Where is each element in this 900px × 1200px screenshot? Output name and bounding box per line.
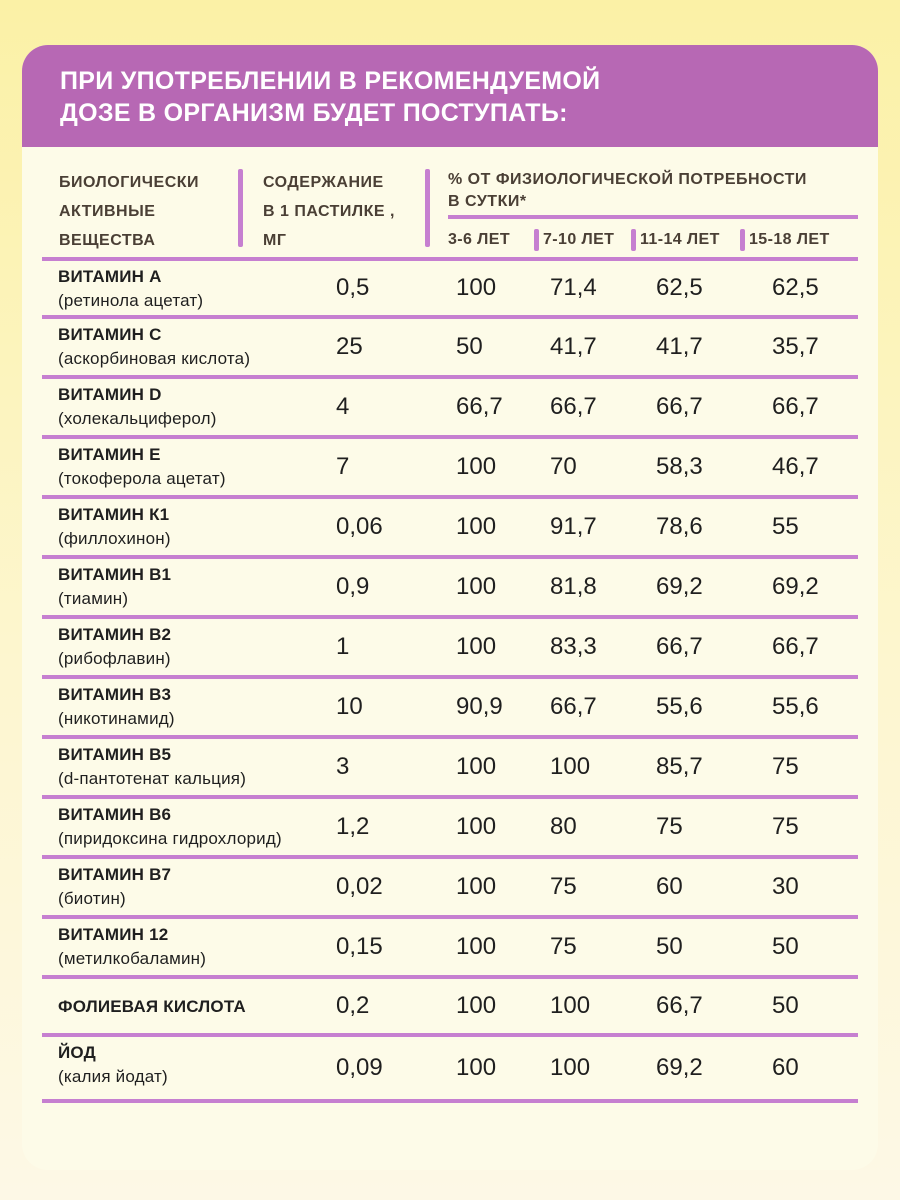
substance-title: ЙОД bbox=[58, 1043, 96, 1062]
content-value: 0,02 bbox=[336, 873, 383, 900]
substance-title: ВИТАМИН К1 bbox=[58, 505, 170, 524]
percent-value: 100 bbox=[550, 992, 591, 1019]
content-value: 7 bbox=[336, 453, 350, 480]
percent-value: 100 bbox=[456, 453, 497, 480]
percent-value: 83,3 bbox=[550, 633, 597, 660]
substance-title: ВИТАМИН А bbox=[58, 267, 162, 286]
substance-subtitle: (филлохинон) bbox=[58, 529, 171, 548]
table-row bbox=[42, 679, 858, 739]
substance-title: ВИТАМИН 12 bbox=[58, 925, 169, 944]
substance-title: ВИТАМИН В6 bbox=[58, 805, 172, 824]
substance-subtitle: (токоферола ацетат) bbox=[58, 469, 226, 488]
percent-value: 62,5 bbox=[772, 274, 819, 301]
substance-title: ФОЛИЕВАЯ КИСЛОТА bbox=[58, 997, 246, 1016]
percent-value: 75 bbox=[656, 813, 683, 840]
substance-subtitle: (калия йодат) bbox=[58, 1067, 168, 1086]
percent-value: 100 bbox=[456, 1054, 497, 1081]
percent-value: 41,7 bbox=[550, 333, 597, 360]
substance-title: ВИТАМИН Е bbox=[58, 445, 161, 464]
substance-name bbox=[58, 323, 250, 371]
percent-value: 41,7 bbox=[656, 333, 703, 360]
percent-value: 100 bbox=[456, 274, 497, 301]
percent-value: 75 bbox=[550, 933, 577, 960]
percent-value: 100 bbox=[456, 573, 497, 600]
percent-value: 100 bbox=[456, 933, 497, 960]
header-content: СОДЕРЖАНИЕ В 1 ПАСТИЛКЕ , МГ bbox=[263, 174, 395, 249]
table-row bbox=[42, 319, 858, 379]
header-percent-underline bbox=[448, 215, 858, 219]
substance-subtitle: (пиридоксина гидрохлорид) bbox=[58, 829, 282, 848]
content-value: 1 bbox=[336, 633, 350, 660]
table-row bbox=[42, 619, 858, 679]
percent-value: 66,7 bbox=[656, 393, 703, 420]
table-row bbox=[42, 1037, 858, 1103]
percent-value: 60 bbox=[772, 1054, 799, 1081]
substance-subtitle: (метилкобаламин) bbox=[58, 949, 207, 968]
substance-subtitle: (ретинола ацетат) bbox=[58, 291, 204, 310]
substance-title: ВИТАМИН В5 bbox=[58, 745, 172, 764]
table-row bbox=[42, 559, 858, 619]
percent-value: 66,7 bbox=[550, 693, 597, 720]
percent-value: 100 bbox=[456, 813, 497, 840]
percent-value: 91,7 bbox=[550, 513, 597, 540]
content-value: 10 bbox=[336, 693, 363, 720]
content-value: 4 bbox=[336, 393, 350, 420]
percent-value: 35,7 bbox=[772, 333, 819, 360]
percent-value: 69,2 bbox=[772, 573, 819, 600]
percent-value: 50 bbox=[772, 933, 799, 960]
percent-value: 100 bbox=[456, 633, 497, 660]
percent-value: 30 bbox=[772, 873, 799, 900]
content-value: 3 bbox=[336, 753, 350, 780]
substance-name bbox=[58, 265, 203, 313]
percent-value: 62,5 bbox=[656, 274, 703, 301]
content-value: 0,15 bbox=[336, 933, 383, 960]
table-row bbox=[42, 919, 858, 979]
page-title: ПРИ УПОТРЕБЛЕНИИ В РЕКОМЕНДУЕМОЙ ДОЗЕ В ОРГАНИЗМ БУДЕТ ПОСТУПАТЬ: bbox=[60, 67, 601, 127]
substance-subtitle: (холекальциферол) bbox=[58, 409, 217, 428]
substance-subtitle: (аскорбиновая кислота) bbox=[58, 349, 251, 368]
age-divider bbox=[740, 229, 745, 251]
percent-value: 66,7 bbox=[656, 633, 703, 660]
row-divider bbox=[42, 1099, 858, 1103]
table-row bbox=[42, 439, 858, 499]
percent-value: 85,7 bbox=[656, 753, 703, 780]
percent-value: 71,4 bbox=[550, 274, 597, 301]
percent-value: 90,9 bbox=[456, 693, 503, 720]
content-value: 1,2 bbox=[336, 813, 370, 840]
percent-value: 69,2 bbox=[656, 573, 703, 600]
substance-name bbox=[58, 1041, 168, 1089]
percent-value: 58,3 bbox=[656, 453, 703, 480]
content-value: 0,9 bbox=[336, 573, 370, 600]
age-3-6: 3-6 ЛЕТ bbox=[448, 231, 511, 248]
table-row bbox=[42, 379, 858, 439]
header-percent: % ОТ ФИЗИОЛОГИЧЕСКОЙ ПОТРЕБНОСТИ В СУТКИ* bbox=[448, 171, 807, 210]
title-banner bbox=[22, 45, 878, 147]
percent-value: 50 bbox=[456, 333, 483, 360]
age-divider bbox=[534, 229, 539, 251]
substance-name bbox=[58, 563, 171, 611]
table-row bbox=[42, 979, 858, 1037]
substance-name bbox=[58, 503, 171, 551]
substance-name bbox=[58, 803, 282, 851]
percent-value: 80 bbox=[550, 813, 577, 840]
percent-value: 100 bbox=[456, 992, 497, 1019]
substance-name bbox=[58, 743, 246, 791]
table-row bbox=[42, 859, 858, 919]
header-divider-1 bbox=[238, 169, 243, 247]
percent-value: 100 bbox=[456, 873, 497, 900]
percent-value: 50 bbox=[772, 992, 799, 1019]
percent-value: 55,6 bbox=[772, 693, 819, 720]
table-row bbox=[42, 261, 858, 319]
substance-name bbox=[58, 623, 171, 671]
substance-title: ВИТАМИН D bbox=[58, 385, 162, 404]
substance-title: ВИТАМИН В3 bbox=[58, 685, 172, 704]
percent-value: 100 bbox=[550, 1054, 591, 1081]
substance-subtitle: (биотин) bbox=[58, 889, 126, 908]
percent-value: 81,8 bbox=[550, 573, 597, 600]
substance-title: ВИТАМИН С bbox=[58, 325, 162, 344]
percent-value: 60 bbox=[656, 873, 683, 900]
percent-value: 75 bbox=[772, 753, 799, 780]
percent-value: 69,2 bbox=[656, 1054, 703, 1081]
table-row bbox=[42, 799, 858, 859]
percent-value: 66,7 bbox=[550, 393, 597, 420]
substance-subtitle: (d-пантотенат кальция) bbox=[58, 769, 247, 788]
substance-name bbox=[58, 443, 226, 491]
substance-subtitle: (рибофлавин) bbox=[58, 649, 171, 668]
content-value: 0,5 bbox=[336, 274, 370, 301]
percent-value: 100 bbox=[550, 753, 591, 780]
percent-value: 75 bbox=[772, 813, 799, 840]
substance-name bbox=[58, 863, 171, 911]
age-11-14: 11-14 ЛЕТ bbox=[640, 231, 720, 248]
substance-title: ВИТАМИН В7 bbox=[58, 865, 172, 884]
substance-subtitle: (тиамин) bbox=[58, 589, 129, 608]
percent-value: 100 bbox=[456, 753, 497, 780]
substance-title: ВИТАМИН В2 bbox=[58, 625, 172, 644]
age-7-10: 7-10 ЛЕТ bbox=[543, 231, 615, 248]
nutrition-card bbox=[22, 45, 878, 1170]
content-value: 0,09 bbox=[336, 1054, 383, 1081]
header-divider-2 bbox=[425, 169, 430, 247]
percent-value: 50 bbox=[656, 933, 683, 960]
substance-name bbox=[58, 383, 217, 431]
percent-value: 66,7 bbox=[772, 393, 819, 420]
content-value: 0,2 bbox=[336, 992, 370, 1019]
content-value: 25 bbox=[336, 333, 363, 360]
percent-value: 46,7 bbox=[772, 453, 819, 480]
substance-name bbox=[58, 995, 246, 1019]
percent-value: 66,7 bbox=[772, 633, 819, 660]
percent-value: 55,6 bbox=[656, 693, 703, 720]
age-groups bbox=[448, 227, 858, 253]
content-value: 0,06 bbox=[336, 513, 383, 540]
percent-value: 66,7 bbox=[656, 992, 703, 1019]
percent-value: 70 bbox=[550, 453, 577, 480]
header-substances: БИОЛОГИЧЕСКИ АКТИВНЫЕ ВЕЩЕСТВА bbox=[59, 174, 200, 249]
substance-title: ВИТАМИН В1 bbox=[58, 565, 172, 584]
percent-value: 75 bbox=[550, 873, 577, 900]
percent-value: 66,7 bbox=[456, 393, 503, 420]
percent-value: 78,6 bbox=[656, 513, 703, 540]
age-15-18: 15-18 ЛЕТ bbox=[749, 231, 830, 248]
table-row bbox=[42, 739, 858, 799]
age-divider bbox=[631, 229, 636, 251]
substance-name bbox=[58, 683, 175, 731]
percent-value: 100 bbox=[456, 513, 497, 540]
substance-name bbox=[58, 923, 206, 971]
percent-value: 55 bbox=[772, 513, 799, 540]
substance-subtitle: (никотинамид) bbox=[58, 709, 175, 728]
table-row bbox=[42, 499, 858, 559]
